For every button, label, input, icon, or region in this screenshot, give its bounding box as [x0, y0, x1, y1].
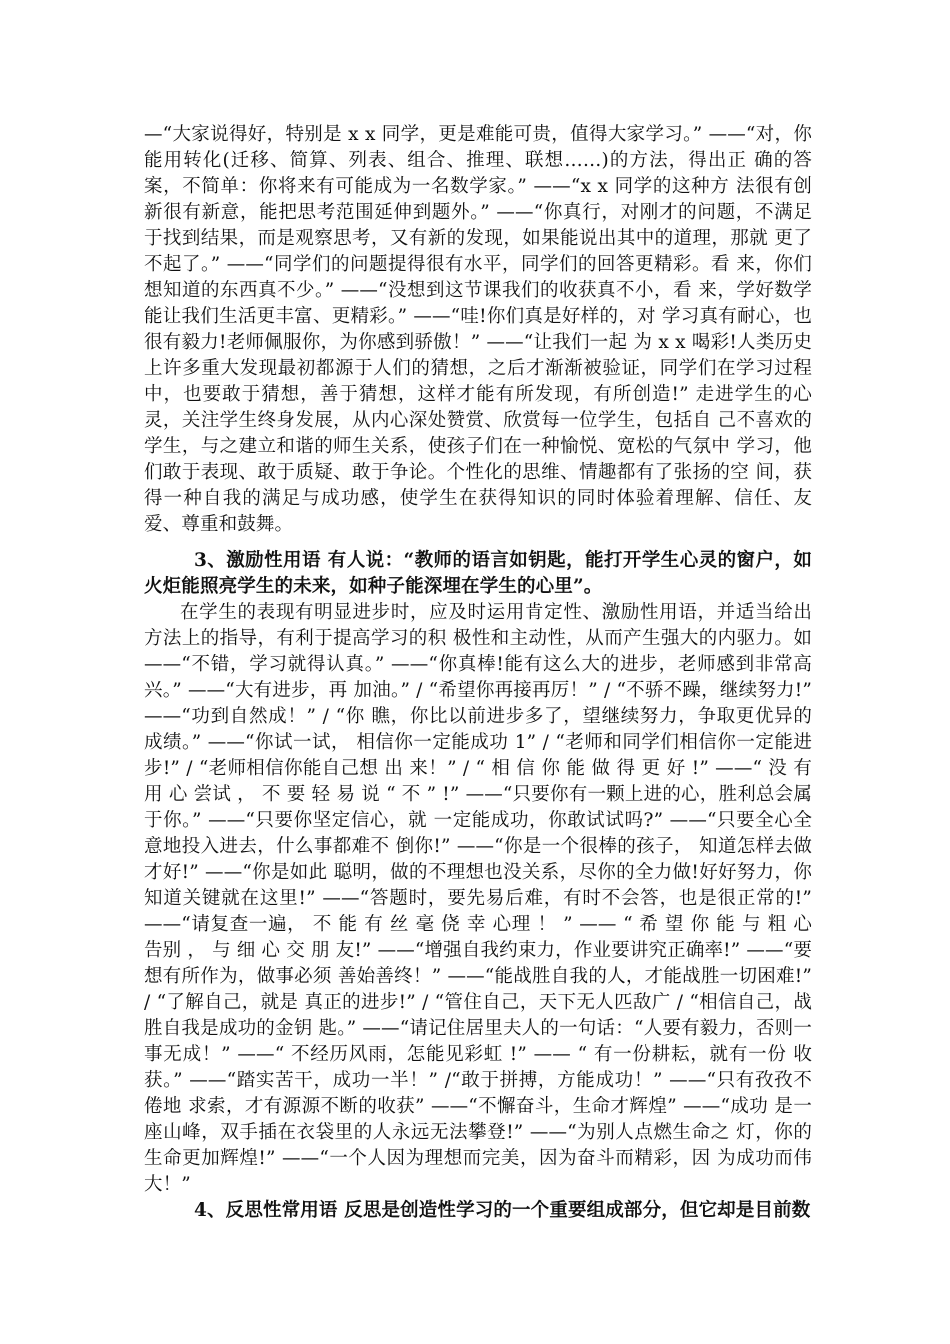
section-heading-4: 4、反思性常用语 反思是创造性学习的一个重要组成部分，但它却是目前数 — [194, 1200, 811, 1221]
body-paragraph-encouragement: 在学生的表现有明显进步时，应及时运用肯定性、激励性用语，并适当给出方法上的指导，有利于提高学习的积 极性和主动性，从而产生强大的内驱力。如 ——“不错，学习就得认真。” ——“你真棒!能有这么大的进步，老师感到非常高兴。” ——“大有进步，再 加油。” / “希望你再接再厉！” / “不骄不躁，继续努力!” ——“功到自然成！” / “你 瞧，你比以前进步多了，望继续努力，争取更优异的成绩。” ——“你试一试， 相信你一定能成功 1” / “老师和同学们相信你一定能进步!” / “老师相信你能自己想 出 来！” / “ 相 信 你 能 做 得 更 好 !” ——“ 没 有 用 心 尝试 ， 不 要 轻 易 说 “ 不 ” !” ——“只要你有一颗上进的心，胜利总会属于你。” ——“只要你坚定信心，就 一定能成功，你敢试试吗?” ——“只要全心全意地投入进去，什么事都难不 倒你!” ——“你是一个很棒的孩子， 知道怎样去做才好!” ——“你是如此 聪明，做的不理想也没关系，尽你的全力做!好好努力，你知道关键就在这里!” ——“答题时，要先易后难，有时不会答，也是很正常的!” ——“请复查一遍， 不 能 有 丝 毫 侥 幸 心理 ！ ” —— “ 希 望 你 能 与 粗 心 告别 ， 与 细 心 交 朋 友!” ——“增强自我约束力，作业要讲究正确率!” ——“要想有所作为，做事必须 善始善终！” ——“能战胜自我的人，才能战胜一切困难!” / “了解自己，就是 真正的进步!” / “管住自己，天下无人匹敌广 / “相信自己，战胜自我是成功的金钥 匙。” ——“请记住居里夫人的一句话：“人要有毅力，否则一事无成！” ——“ 不经历风雨，怎能见彩虹 !” —— “ 有一份耕耘，就有一份 收获。” ——“踏实苦干，成功一半！” /“敢于拼搏，方能成功！” ——“只有孜孜不倦地 求索，才有源源不断的收获” ——“不懈奋斗，生命才辉煌” ——“成功 是一座山峰，双手插在衣袋里的人永远无法攀登!” ——“为别人点燃生命之 灯，你的生命更加辉煌!” ——“一个人因为理想而完美，因为奋斗而精彩，因 为成功而伟大！” — [144, 602, 812, 1195]
section-heading-3: 3、激励性用语 有人说：“教师的语言如钥匙，能打开学生心灵的窗户，如火炬能照亮学生的未来，如种子能深埋在学生的心里”。 — [144, 550, 812, 597]
body-paragraph-praise: —“大家说得好，特别是 x x 同学，更是难能可贵，值得大家学习。” ——“对，你能用转化(迁移、简算、列表、组合、推理、联想……)的方法，得出正 确的答案，不简单：你将来有可能成为一名数学家。” ——“x x 同学的这种方 法很有创新很有新意，能把思考范围延伸到题外。” ——“你真行，对刚才的问题，不满足于找到结果，而是观察思考，又有新的发现，如果能说出其中的道理，那就 更了不起了。” ——“同学们的问题提得很有水平，同学们的回答更精彩。看 来，你们想知道的东西真不少。” ——“没想到这节课我们的收获真不小，看 来，学好数学能让我们生活更丰富、更精彩。” ——“哇!你们真是好样的，对 学习真有耐心，也很有毅力!老师佩服你，为你感到骄傲！” ——“让我们一起 为 x x 喝彩!人类历史上许多重大发现最初都源于人们的猜想，之后才渐渐被验证，同学们在学习过程中，也要敢于猜想，善于猜想，这样才能有所发现，有所创造!” 走进学生的心灵，关注学生终身发展，从内心深处赞赏、欣赏每一位学生，包括自 己不喜欢的学生，与之建立和谐的师生关系，使孩子们在一种愉悦、宽松的气氛中 学习，他们敢于表现、敢于质疑、敢于争论。个性化的思维、情趣都有了张扬的空 间，获得一种自我的满足与成功感，使学生在获得知识的同时体验着理解、信任、友爱、尊重和鼓舞。 — [144, 124, 812, 535]
